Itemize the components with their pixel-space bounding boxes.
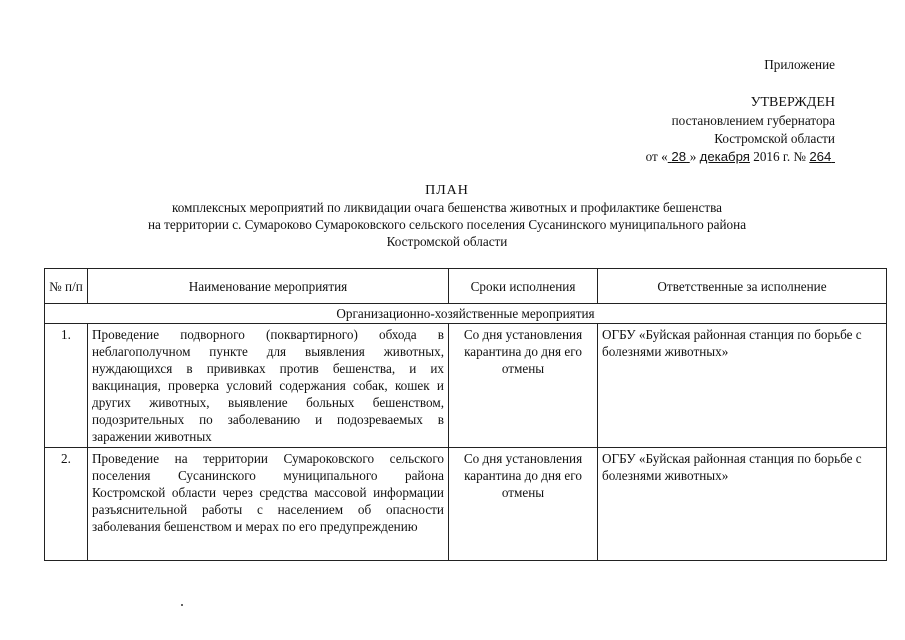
section-row	[45, 304, 887, 324]
decree-number: 264	[809, 149, 832, 164]
date-prefix: от «	[645, 149, 668, 164]
row-num: 2.	[45, 448, 88, 561]
plan-subtitle-line1: комплексных мероприятий по ликвидации очага бешенства животных и профилактике бешенства	[171, 200, 723, 215]
header-num: № п/п	[45, 269, 88, 304]
table-header-row	[45, 269, 887, 304]
plan-title: ПЛАН	[425, 183, 469, 198]
row-term: Со дня установления карантина до дня его отмены	[449, 324, 598, 448]
date-mid: »	[689, 149, 697, 164]
section-title: Организационно-хозяйственные мероприятия	[45, 304, 887, 324]
approval-block	[575, 56, 835, 166]
region-line: Костромской области	[714, 131, 835, 146]
row-resp: ОГБУ «Буйская районная станция по борьбе с болезнями животных»	[598, 324, 887, 448]
table-row	[45, 448, 887, 561]
approved-label: УТВЕРЖДЕН	[750, 95, 835, 110]
header-resp: Ответственные за исполнение	[598, 269, 887, 304]
row-term: Со дня установления карантина до дня его отмены	[449, 448, 598, 561]
row-name: Проведение на территории Сумароковского сельского поселения Сусанинского муниципального района Костромской области через средства массовой информации разъяснительной работы с населением об опасности заболевания бешенством и мерах по его предупреждению	[88, 448, 449, 561]
date-day: 28	[671, 149, 687, 164]
appendix-label: Приложение	[764, 57, 835, 72]
row-resp: ОГБУ «Буйская районная станция по борьбе с болезнями животных»	[598, 448, 887, 561]
scan-speck	[181, 604, 183, 606]
plan-subtitle-line3: Костромской области	[386, 234, 508, 249]
table-row	[45, 324, 887, 448]
row-name: Проведение подворного (поквартирного) обхода в неблагополучном пункте для выявления животных, нуждающихся в прививках против бешенства, и их вакцинация, проверка условий содержания собак, кошек и других животных, выявление больных бешенством, подозрительных по заболеванию и подозреваемых в заражении животных	[88, 324, 449, 448]
header-term: Сроки исполнения	[449, 269, 598, 304]
row-num: 1.	[45, 324, 88, 448]
plan-title-block	[44, 182, 850, 250]
approval-date-line	[575, 148, 835, 166]
approved-by-line: постановлением губернатора	[671, 113, 835, 128]
date-month: декабря	[699, 149, 750, 164]
plan-subtitle-line2: на территории с. Сумароково Сумароковского сельского поселения Сусанинского муниципального района	[147, 217, 747, 232]
header-name: Наименование мероприятия	[88, 269, 449, 304]
plan-table	[44, 268, 887, 561]
date-year: 2016 г. №	[753, 149, 807, 164]
